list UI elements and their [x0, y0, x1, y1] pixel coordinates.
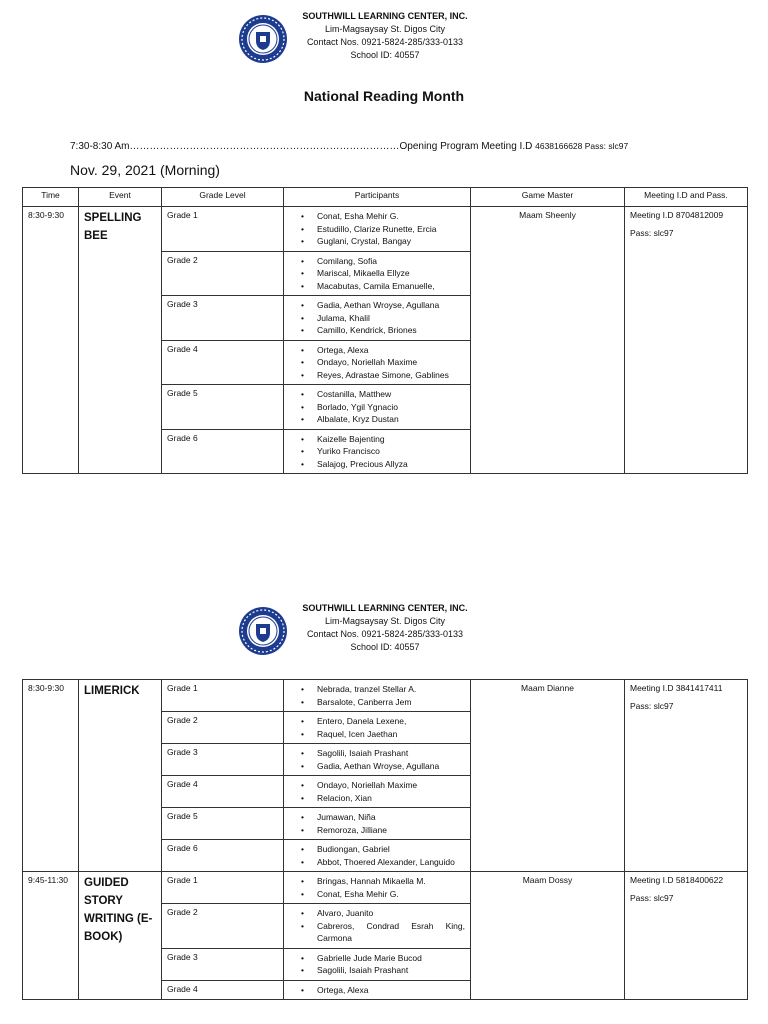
participants-cell	[284, 296, 471, 341]
participant: • Albalate, Kryz Dustan	[317, 413, 465, 426]
col-header-event: Event	[79, 188, 162, 207]
participant: • Guglani, Crystal, Bangay	[317, 235, 465, 248]
participant: • Julama, Khalil	[317, 312, 465, 325]
participant: • Conat, Esha Mehir G.	[317, 210, 465, 223]
opening-time: 7:30-8:30 Am	[70, 141, 130, 152]
grade-level: Grade 6	[162, 840, 284, 872]
event-name: GUIDED STORY WRITING (E-BOOK)	[79, 872, 162, 1000]
meeting-info	[625, 872, 748, 1000]
participant-list	[289, 683, 465, 708]
participant: • Ortega, Alexa	[317, 344, 465, 357]
participants-cell	[284, 840, 471, 872]
participant-list	[289, 843, 465, 868]
grade-level: Grade 3	[162, 948, 284, 980]
event-name: SPELLING BEE	[79, 207, 162, 474]
participant: • Sagolili, Isaiah Prashant	[317, 964, 465, 977]
event-time: 8:30-9:30	[23, 680, 79, 872]
participants-cell	[284, 948, 471, 980]
school-logo	[238, 14, 288, 64]
table-header-row	[23, 188, 748, 207]
opening-meeting-id: 4638166628	[535, 141, 583, 151]
event-time: 8:30-9:30	[23, 207, 79, 474]
school-address: Lim-Magsaysay St. Digos City	[324, 616, 446, 626]
opening-dots: ………………………………………………………………………	[129, 141, 400, 152]
participant-list	[289, 907, 465, 945]
grade-level: Grade 4	[162, 980, 284, 1000]
grade-level: Grade 3	[162, 296, 284, 341]
grade-level: Grade 5	[162, 808, 284, 840]
participant: • Ondayo, Noriellah Maxime	[317, 356, 465, 369]
participant-list	[289, 715, 465, 740]
game-master: Maam Sheenly	[471, 207, 625, 474]
participant: • Sagolili, Isaiah Prashant	[317, 747, 465, 760]
participants-cell	[284, 904, 471, 949]
table-row	[23, 872, 748, 904]
participant-list	[289, 433, 465, 471]
game-master: Maam Dossy	[471, 872, 625, 1000]
participant-list	[289, 299, 465, 337]
meeting-pass: Pass: slc97	[630, 893, 674, 903]
grade-level: Grade 3	[162, 744, 284, 776]
letterhead-1	[0, 6, 768, 66]
participants-cell	[284, 429, 471, 474]
meeting-id: Meeting I.D 5818400622	[630, 875, 724, 885]
participant: • Costanilla, Matthew	[317, 388, 465, 401]
school-name: SOUTHWILL LEARNING CENTER, INC.	[302, 11, 468, 21]
col-header-participants: Participants	[284, 188, 471, 207]
participant: • Conat, Esha Mehir G.	[317, 888, 465, 901]
participant: • Jumawan, Niña	[317, 811, 465, 824]
grade-level: Grade 4	[162, 776, 284, 808]
col-header-game-master: Game Master	[471, 188, 625, 207]
participant: • Macabutas, Camila Emanuelle,	[317, 280, 465, 293]
participant: • Comilang, Sofia	[317, 255, 465, 268]
participant: • Abbot, Thoered Alexander, Languido	[317, 856, 465, 869]
participant-list	[289, 779, 465, 804]
participants-cell	[284, 872, 471, 904]
col-header-grade: Grade Level	[162, 188, 284, 207]
participant: • Gabrielle Jude Marie Bucod	[317, 952, 465, 965]
participant: • Barsalote, Canberra Jem	[317, 696, 465, 709]
participants-cell	[284, 251, 471, 296]
participant-list	[289, 747, 465, 772]
letterhead-2	[0, 598, 768, 658]
participant: • Salajog, Precious Allyza	[317, 458, 465, 471]
meeting-info	[625, 680, 748, 872]
participants-cell	[284, 980, 471, 1000]
participant: • Cabreros, Condrad Esrah King, Carmona	[317, 920, 465, 945]
meeting-id: Meeting I.D 3841417411	[630, 683, 723, 693]
participant: • Borlado, Ygil Ygnacio	[317, 401, 465, 414]
grade-level: Grade 1	[162, 680, 284, 712]
schedule-date: Nov. 29, 2021 (Morning)	[70, 162, 220, 178]
participants-cell	[284, 680, 471, 712]
participant-list	[289, 952, 465, 977]
participant: • Raquel, Icen Jaethan	[317, 728, 465, 741]
opening-program-line	[70, 141, 628, 152]
school-id: School ID: 40557	[350, 642, 420, 652]
participant: • Relacion, Xian	[317, 792, 465, 805]
participant: • Entero, Danela Lexene,	[317, 715, 465, 728]
game-master: Maam Dianne	[471, 680, 625, 872]
meeting-id: Meeting I.D 8704812009	[630, 210, 724, 220]
grade-level: Grade 4	[162, 340, 284, 385]
meeting-pass: Pass: slc97	[630, 701, 674, 711]
participant-list	[289, 984, 465, 997]
participants-cell	[284, 385, 471, 430]
participant: • Remoroza, Jilliane	[317, 824, 465, 837]
table-row	[23, 680, 748, 712]
col-header-time: Time	[23, 188, 79, 207]
participant: • Kaizelle Bajenting	[317, 433, 465, 446]
opening-label: Opening Program Meeting I.D	[399, 141, 536, 152]
school-contact: Contact Nos. 0921-5824-285/333-0133	[306, 37, 464, 47]
col-header-meeting: Meeting I.D and Pass.	[625, 188, 748, 207]
participants-cell	[284, 712, 471, 744]
participant: • Nebrada, tranzel Stellar A.	[317, 683, 465, 696]
school-contact: Contact Nos. 0921-5824-285/333-0133	[306, 629, 464, 639]
grade-level: Grade 2	[162, 904, 284, 949]
opening-pass: Pass: slc97	[582, 141, 629, 151]
participant: • Ortega, Alexa	[317, 984, 465, 997]
participant: • Mariscal, Mikaella Ellyze	[317, 267, 465, 280]
participant: • Reyes, Adrastae Simone, Gablines	[317, 369, 465, 382]
participants-cell	[284, 776, 471, 808]
school-logo	[238, 606, 288, 656]
participant: • Yuriko Francisco	[317, 445, 465, 458]
grade-level: Grade 2	[162, 712, 284, 744]
table-row	[23, 207, 748, 252]
event-name: LIMERICK	[79, 680, 162, 872]
participant: • Ondayo, Noriellah Maxime	[317, 779, 465, 792]
schedule-table-2	[22, 679, 748, 1000]
participant-list	[289, 388, 465, 426]
participants-cell	[284, 744, 471, 776]
school-id: School ID: 40557	[350, 50, 420, 60]
participants-cell	[284, 808, 471, 840]
grade-level: Grade 1	[162, 872, 284, 904]
participant: • Alvaro, Juanito	[317, 907, 465, 920]
event-time: 9:45-11:30	[23, 872, 79, 1000]
participant-list	[289, 811, 465, 836]
meeting-pass: Pass: slc97	[630, 228, 674, 238]
school-name: SOUTHWILL LEARNING CENTER, INC.	[302, 603, 468, 613]
participant-list	[289, 344, 465, 382]
participant-list	[289, 875, 465, 900]
grade-level: Grade 1	[162, 207, 284, 252]
participants-cell	[284, 340, 471, 385]
participant: • Budiongan, Gabriel	[317, 843, 465, 856]
participant-list	[289, 210, 465, 248]
grade-level: Grade 5	[162, 385, 284, 430]
participant: • Gadia, Aethan Wroyse, Agullana	[317, 299, 465, 312]
participants-cell	[284, 207, 471, 252]
page-title: National Reading Month	[303, 88, 465, 104]
participant: • Gadia, Aethan Wroyse, Agullana	[317, 760, 465, 773]
participant: • Camillo, Kendrick, Briones	[317, 324, 465, 337]
participant-list	[289, 255, 465, 293]
participant: • Bringas, Hannah Mikaella M.	[317, 875, 465, 888]
grade-level: Grade 6	[162, 429, 284, 474]
meeting-info	[625, 207, 748, 474]
participant: • Estudillo, Clarize Runette, Ercia	[317, 223, 465, 236]
grade-level: Grade 2	[162, 251, 284, 296]
schedule-table-1	[22, 187, 748, 474]
school-address: Lim-Magsaysay St. Digos City	[324, 24, 446, 34]
